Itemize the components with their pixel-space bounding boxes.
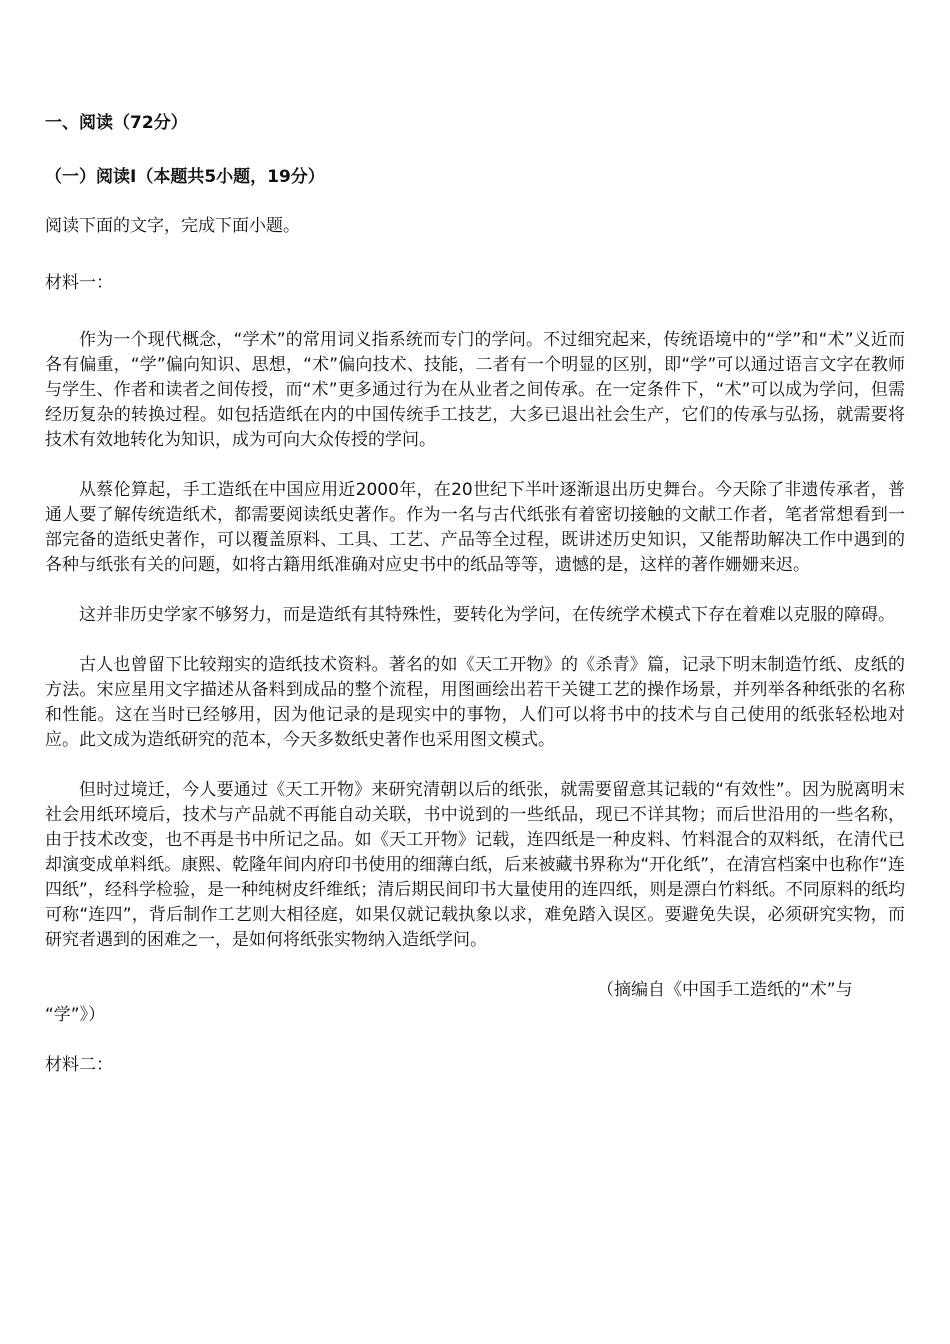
paragraph: 从蔡伦算起，手工造纸在中国应用近2000年，在20世纪下半叶逐渐退出历史舞台。今天除了非遗传承者，普通人要了解传统造纸术，都需要阅读纸史著作。作为一名与古代纸张有着密切接触的文献工作者，笔者常想看到一部完备的造纸史著作，可以覆盖原料、工具、工艺、产品等全过程，既讲述历史知识，又能帮助解决工作中遇到的各种与纸张有关的问题，如将古籍用纸准确对应史书中的纸品等等，遗憾的是，这样的著作姗姗来迟。 bbox=[45, 480, 905, 575]
paragraph: 作为一个现代概念，“学术”的常用词义指系统而专门的学问。不过细究起来，传统语境中的“学”和“术”义近而各有偏重，“学”偏向知识、思想，“术”偏向技术、技能，二者有一个明显的区别，即“学”可以通过语言文字在教师与学生、作者和读者之间传授，而“术”更多通过行为在从业者之间传承。在一定条件下，“术”可以成为学问，但需经历复杂的转换过程。如包括造纸在内的中国传统手工技艺，大多已退出社会生产，它们的传承与弘扬，就需要将技术有效地转化为知识，成为可向大众传授的学问。 bbox=[45, 330, 905, 450]
material-two-label: 材料二： bbox=[45, 1055, 113, 1075]
paragraph: 这并非历史学家不够努力，而是造纸有其特殊性，要转化为学问，在传统学术模式下存在着难以克服的障碍。 bbox=[79, 605, 895, 625]
section-title: 一、阅读（72分） bbox=[45, 113, 188, 133]
document-page bbox=[45, 110, 905, 1110]
source-citation bbox=[45, 978, 905, 1028]
paragraph: 但时过境迁，今人要通过《天工开物》来研究清朝以后的纸张，就需要留意其记载的“有效性”。因为脱离明末社会用纸环境后，技术与产品就不再能自动关联，书中说到的一些纸品，现已不详其物；而后世沿用的一些名称，由于技术改变，也不再是书中所记之品。如《天工开物》记载，连四纸是一种皮料、竹料混合的双料纸，在清代已却演变成单料纸。康熙、乾隆年间内府印书使用的细薄白纸，后来被藏书界称为“开化纸”，在清宫档案中也称作“连四纸”，经科学检验，是一种纯树皮纤维纸；清后期民间印书大量使用的连四纸，则是漂白竹料纸。不同原料的纸均可称“连四”，背后制作工艺则大相径庭，如果仅就记载执象以求，难免踏入误区。要避免失误，必须研究实物，而研究者遇到的困难之一，是如何将纸张实物纳入造纸学问。 bbox=[45, 780, 905, 950]
paragraph: 古人也曾留下比较翔实的造纸技术资料。著名的如《天工开物》的《杀青》篇，记录下明末制造竹纸、皮纸的方法。宋应星用文字描述从备料到成品的整个流程，用图画绘出若干关键工艺的操作场景，并列举各种纸张的名称和性能。这在当时已经够用，因为他记录的是现实中的事物，人们可以将书中的技术与自己使用的纸张轻松地对应。此文成为造纸研究的范本，今天多数纸史著作也采用图文模式。 bbox=[45, 655, 905, 750]
material-one-label: 材料一： bbox=[45, 273, 113, 293]
source-citation-line-1: （摘编自《中国手工造纸的“术”与 bbox=[597, 980, 853, 1000]
source-citation-line-2: “学”》） bbox=[45, 1005, 106, 1025]
subsection-title: （一）阅读Ⅰ（本题共5小题，19分） bbox=[45, 167, 325, 187]
instruction-text: 阅读下面的文字，完成下面小题。 bbox=[45, 216, 300, 236]
